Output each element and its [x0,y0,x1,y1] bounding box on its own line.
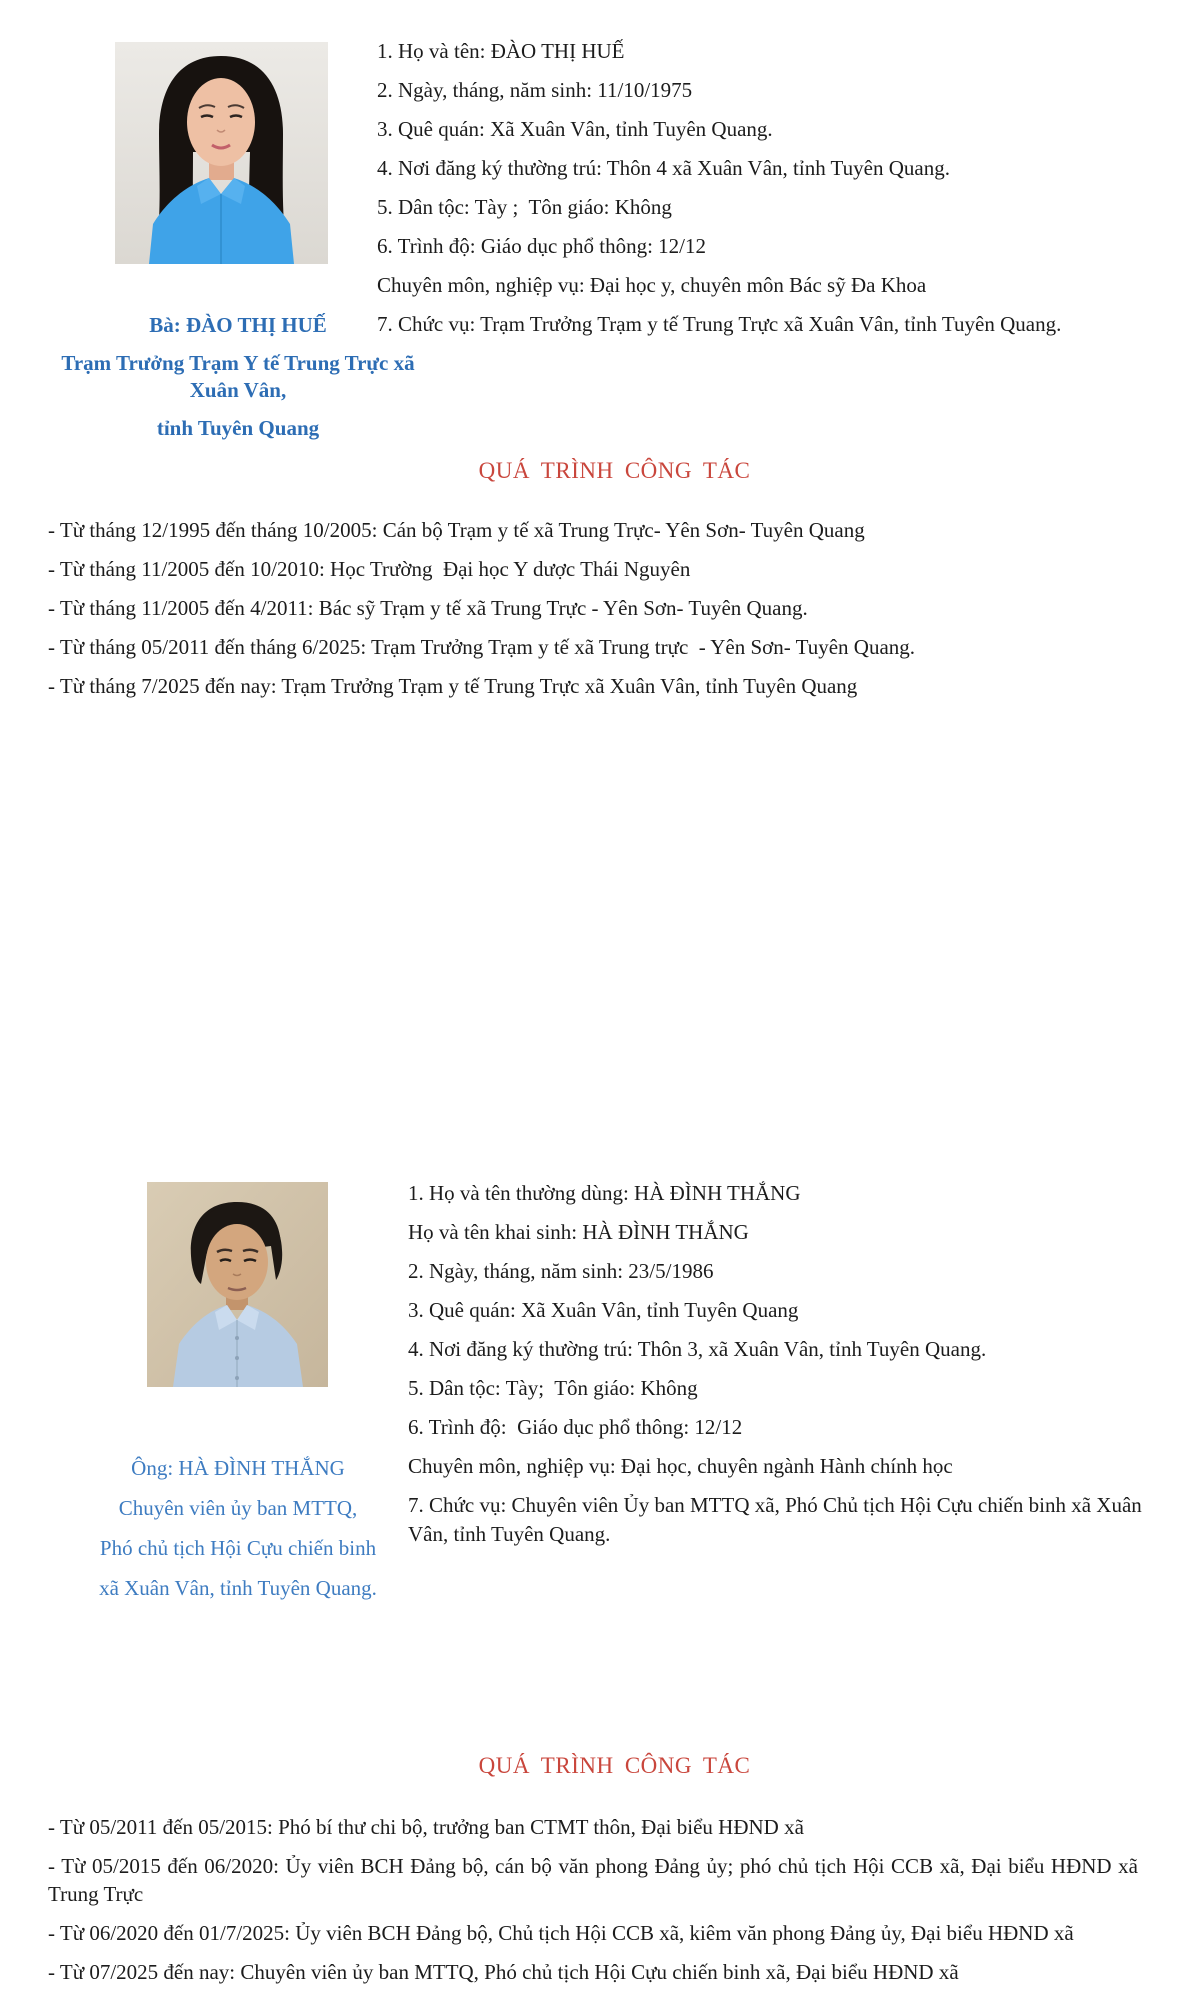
career-item: - Từ 05/2015 đến 06/2020: Ủy viên BCH Đảng bộ, cán bộ văn phong Đảng ủy; phó chủ tịch Hội CCB xã, Đại biểu HĐND xã Trung Trực [48,1854,1138,1906]
portrait-photo-woman [115,42,328,264]
caption-line: Phó chủ tịch Hội Cựu chiến binh [99,1536,377,1560]
career-list [48,1813,1138,1997]
career-item: - Từ tháng 11/2005 đến 10/2010: Học Trường Đại học Y dược Thái Nguyên [48,557,691,581]
caption-line: Bà: ĐÀO THỊ HUẾ [149,313,327,337]
career-item: - Từ tháng 12/1995 đến tháng 10/2005: Cán bộ Trạm y tế xã Trung Trực- Yên Sơn- Tuyên Quang [48,518,865,542]
career-section-title: QUÁ TRÌNH CÔNG TÁC [478,1753,751,1778]
caption-line: Ông: HÀ ĐÌNH THẮNG [131,1456,345,1480]
portrait-photo-man [147,1182,328,1387]
info-line: 2. Ngày, tháng, năm sinh: 11/10/1975 [377,78,693,102]
info-line: 2. Ngày, tháng, năm sinh: 23/5/1986 [408,1259,714,1283]
career-item: - Từ 06/2020 đến 01/7/2025: Ủy viên BCH Đảng bộ, Chủ tịch Hội CCB xã, kiêm văn phong Đảng ủy, Đại biểu HĐND xã [48,1921,1074,1945]
info-line: 6. Trình độ: Giáo dục phổ thông: 12/12 [377,234,707,258]
photo-caption [62,1455,414,1615]
info-list [408,1179,1153,1559]
career-item: - Từ tháng 05/2011 đến tháng 6/2025: Trạm Trưởng Trạm y tế xã Trung trực - Yên Sơn- Tuyên Quang. [48,635,916,659]
info-line: 3. Quê quán: Xã Xuân Vân, tỉnh Tuyên Quang. [377,117,773,141]
info-line: 1. Họ và tên: ĐÀO THỊ HUẾ [377,39,625,63]
caption-line: Trạm Trưởng Trạm Y tế Trung Trực xã Xuân Vân, [61,351,420,402]
photo-caption [54,312,422,453]
info-line: 4. Nơi đăng ký thường trú: Thôn 4 xã Xuân Vân, tỉnh Tuyên Quang. [377,156,950,180]
info-line: 5. Dân tộc: Tày ; Tôn giáo: Không [377,195,672,219]
career-item: - Từ 07/2025 đến nay: Chuyên viên ủy ban MTTQ, Phó chủ tịch Hội Cựu chiến binh xã, Đại biểu HĐND xã [48,1960,959,1984]
info-line: 6. Trình độ: Giáo dục phổ thông: 12/12 [408,1415,743,1439]
career-list [48,516,1153,711]
career-item: - Từ 05/2011 đến 05/2015: Phó bí thư chi bộ, trưởng ban CTMT thôn, Đại biểu HĐND xã [48,1815,804,1839]
woman-portrait-illustration [115,42,328,264]
caption-line: tỉnh Tuyên Quang [156,416,320,440]
info-line: 5. Dân tộc: Tày; Tôn giáo: Không [408,1376,698,1400]
career-item: - Từ tháng 11/2005 đến 4/2011: Bác sỹ Trạm y tế xã Trung Trực - Yên Sơn- Tuyên Quang. [48,596,808,620]
info-line: 3. Quê quán: Xã Xuân Vân, tỉnh Tuyên Quang [408,1298,799,1322]
info-line: 7. Chức vụ: Chuyên viên Ủy ban MTTQ xã, Phó Chủ tịch Hội Cựu chiến binh xã Xuân Vân, tỉnh Tuyên Quang. [408,1493,1147,1546]
info-line: 7. Chức vụ: Trạm Trưởng Trạm y tế Trung Trực xã Xuân Vân, tỉnh Tuyên Quang. [377,312,1062,336]
info-line: 1. Họ và tên thường dùng: HÀ ĐÌNH THẮNG [408,1181,801,1205]
info-list [377,37,1152,349]
career-section-title: QUÁ TRÌNH CÔNG TÁC [478,458,751,483]
info-line: Chuyên môn, nghiệp vụ: Đại học y, chuyên môn Bác sỹ Đa Khoa [377,273,927,297]
info-line: Họ và tên khai sinh: HÀ ĐÌNH THẮNG [408,1220,749,1244]
info-line: 4. Nơi đăng ký thường trú: Thôn 3, xã Xuân Vân, tỉnh Tuyên Quang. [408,1337,987,1361]
man-portrait-illustration [147,1182,328,1387]
caption-line: Chuyên viên ủy ban MTTQ, [118,1496,358,1520]
career-item: - Từ tháng 7/2025 đến nay: Trạm Trưởng Trạm y tế Trung Trực xã Xuân Vân, tỉnh Tuyên Quang [48,674,858,698]
info-line: Chuyên môn, nghiệp vụ: Đại học, chuyên ngành Hành chính học [408,1454,953,1478]
caption-line: xã Xuân Vân, tỉnh Tuyên Quang. [99,1576,377,1600]
